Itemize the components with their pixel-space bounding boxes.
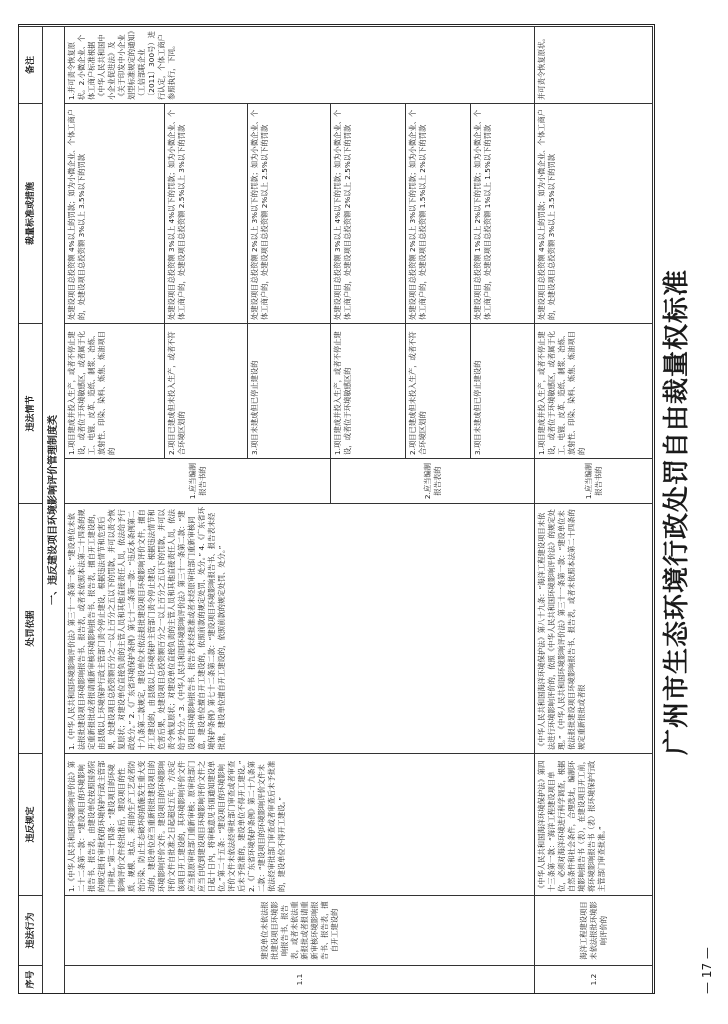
circumstance-item: 2.项目已建成但未投入生产，或者不符合环境区划的 — [406, 323, 471, 458]
circumstance-item: 1.项目建成并投入生产，或者不停止建设，或者位于环境敏感区，或者属于化工、电镀、皮革、造纸、制浆、冶炼、放射性、印染、染料、炼焦、炼油项目的 — [65, 323, 165, 458]
measure-item: 处建设项目总投资额 1%以上 2%以下的罚款；如为小微企业、个体工商户的，处建设项目总投资额 1%以上 1.5%以下的罚款 — [471, 103, 535, 323]
header-seq: 序号 — [19, 965, 43, 993]
header-circumstance: 违法情节 — [19, 323, 43, 503]
group-type: 2.应当编制报告表的 — [331, 458, 535, 503]
row-rule: 《中华人民共和国海洋环境保护法》第四十三条第一款：“海洋工程建设项目单位，必须对海洋环境进行科学调查，根据自然条件和社会条件，合理选址，编制环境影响报告书（表），在建设项目开工前，将环境影响报告书（表）报环境保护行政主管部门审查批准。” — [535, 753, 653, 895]
measure-item: 处建设项目总投资额 3%以上 4%以下的罚款；如为小微企业、个体工商户的，处建设项目总投资额 2%以上 2.5%以下的罚款 — [331, 103, 406, 323]
section-title: 一、违反建设项目环境影响评价管理制度类 — [43, 26, 65, 993]
row-basis: 《中华人民共和国海洋环境保护法》第八十九条：“海洋工程建设项目未依法进行环境影响评价的，依照《中华人民共和国环境影响评价法》的规定处理。” 《中华人民共和国环境影响评价法》第三十一条第一款：“建设单位未依法报批建设项目环境影响报告书、报告表，或者未依照本法第二十四条的规定重新报批或者报 — [535, 503, 653, 753]
circumstance-item: 1.项目建成并投入生产，或者不停止建设，或者位于环境敏感区，或者属于化工、电镀、皮革、造纸、制浆、冶炼、放射性、印染、染料、炼焦、炼油项目的 — [535, 323, 653, 458]
circumstance-item: 3.项目未建成但已停止建设的 — [248, 323, 331, 458]
circumstance-item: 1.项目建成并投入生产，或者不停止建设，或者位于环境敏感区的 — [331, 323, 406, 458]
group-type: 1.应当编制报告书的 — [535, 458, 653, 503]
circumstance-item: 3.项目未建成但已停止建设的 — [471, 323, 535, 458]
row-behavior: 建设单位未依法报批建设项目环境影响报告书、报告表，或者未依法重新报批或者报请重新审核环境影响报告书、报告表，擅自开工建设的 — [65, 895, 535, 965]
measure-item: 处建设项目总投资额 4%以上的罚款；如为小微企业、个体工商户的，处建设项目总投资额 3%以上 3.5%以下的罚款 — [65, 103, 165, 323]
page-title: 广州市生态环境行政处罚自由裁量权标准 — [662, 269, 692, 756]
header-measure: 裁量标准或措施 — [19, 103, 43, 323]
header-behavior: 违法行为 — [19, 895, 43, 965]
row-rule: 1.《中华人民共和国环境影响评价法》第二十二条第一款：“建设项目的环境影响报告书、报告表，由建设单位按照国务院的规定报有审批权的环境保护行政主管部门审批。”第二十四条：“建设项目的环境影响评价文件经批准后，建设项目的性质、规模、地点、采用的生产工艺或者防治污染、防止生态破坏的措施发生重大变动的，建设单位应当重新报批建设项目的环境影响评价文件。建设项目的环境影响评价文件自批准之日起超过五年，方决定该项目开工建设的，其环境影响评价文件应当报原审批部门重新审核；原审批部门应当自收到建设项目环境影响评价文件之日起十日内，将审核意见书面通知建设单位。”第二十五条：“建设项目的环境影响评价文件未依法经审批部门审查或者审查后未予批准的，建设单位不得开工建设。” 2.《广东省环境保护条例》第二十九条第二款：“建设项目的环境影响评价文件未依法经审批部门审查或者审查后未予批准的，建设单位不得开工建设。” — [65, 753, 535, 895]
row-seq: 1.1 — [65, 965, 535, 993]
page-number: — 17 — — [700, 947, 714, 994]
row-behavior: 海洋工程建设项目未依法报批环境影响评价的 — [535, 895, 653, 965]
measure-item: 处建设项目总投资额 4%以上的罚款；如为小微企业、个体工商户的，处建设项目总投资额 3%以上 3.5%以下的罚款 — [535, 103, 653, 323]
measure-item: 处建设项目总投资额 2%以上 3%以下的罚款；如为小微企业、个体工商户的，处建设项目总投资额 2%以上 2.5%以下的罚款 — [248, 103, 331, 323]
row-seq: 1.2 — [535, 965, 653, 993]
row-remark: 1.并可责令恢复原状。2.小微企业、个体工商户标准根据《中华人民共和国中小企业促进法》及《关于印发中小企业划型标准规定的通知》（工信部联企业〔2011〕300号）进行认定，个体工商户参照执行，下同。 — [65, 26, 535, 103]
measure-item: 处建设项目总投资额 3%以上 4%以下的罚款；如为小微企业、个体工商户的，处建设项目总投资额 2.5%以上 3%以下的罚款 — [165, 103, 248, 323]
header-basis: 处罚依据 — [19, 503, 43, 753]
row-remark: 并可责令恢复原状。 — [535, 26, 653, 103]
header-rule: 违反规定 — [19, 753, 43, 895]
circumstance-item: 2.项目已建成但未投入生产，或者不符合环境区划的 — [165, 323, 248, 458]
measure-item: 处建设项目总投资额 2%以上 3%以下的罚款；如为小微企业、个体工商户的，处建设项目总投资额 1.5%以上 2%以下的罚款 — [406, 103, 471, 323]
group-type: 1.应当编制报告书的 — [65, 458, 331, 503]
header-remark: 备注 — [19, 26, 43, 103]
row-basis: 1.《中华人民共和国环境影响评价法》第三十一条第一款：“建设单位未依法报批建设项目环境影响报告书、报告表，或者未依照本法第二十四条的规定重新报批或者报请重新审核环境影响报告书、报告表，擅自开工建设的，由县级以上环境保护行政主管部门责令停止建设，根据违法情节和危害后果，处建设项目总投资额百分之一以上百分之五以下的罚款，并可以责令恢复原状；对建设单位直接负责的主管人员和其他直接责任人员，依法给予行政处分。” 2.《广东省环境保护条例》第七十二条第一款：“违反本条例第二十九条第二款规定，建设单位未依法报批建设项目环境影响评价文件，擅自开工建设的，由县级以上环境保护主管部门责令停止建设，根据违法情节和危害后果，处建设项目总投资额百分之一以上百分之五以下的罚款，并可以责令恢复原状；对建设单位直接负责的主管人员和其他直接责任人员，依法给予处分。” 3.《中华人民共和国环境影响评价法》第三十一条第二款：“建设项目环境影响报告书、报告表未经批准或者未经原审批部门重新审核同意，建设单位擅自开工建设的，依照前款的规定处罚、处分。” 4.《广东省环境保护条例》第七十二条第二款：“建设项目环境影响报告书、报告表未经批准，建设单位擅自开工建设的，依照前款的规定处罚、处分。” — [65, 503, 535, 753]
penalty-table — [18, 24, 655, 994]
